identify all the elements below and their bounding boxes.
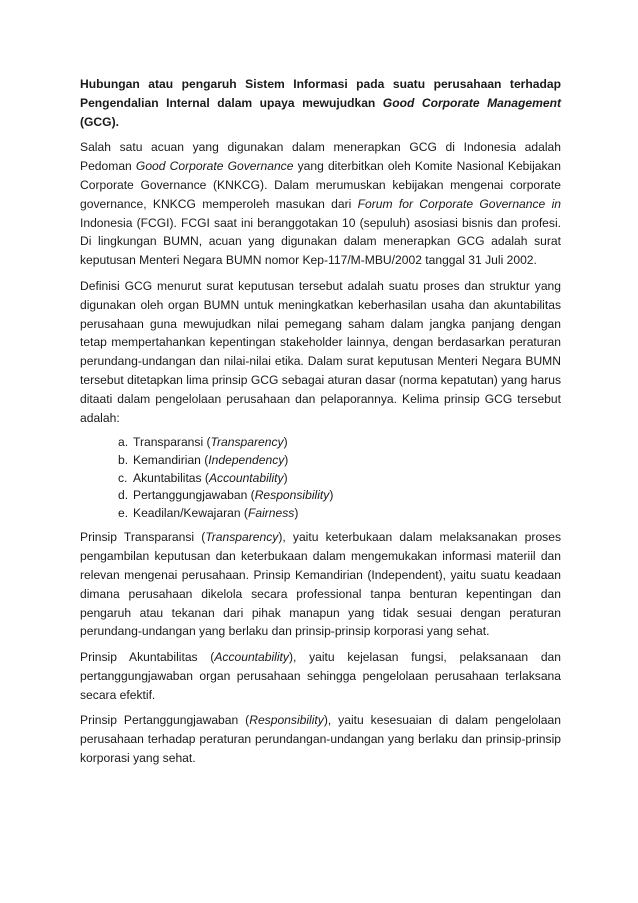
list-item: e. Keadilan/Kewajaran (Fairness): [118, 505, 299, 520]
document-title: Hubungan atau pengaruh Sistem Informasi pada suatu perusahaan terhadap Pengendalian Internal dalam upaya mewujudkan Good Corporate Management (GCG).: [80, 77, 562, 129]
paragraph-transparansi: Prinsip Transparansi (Transparency), yaitu keterbukaan dalam melaksanakan proses pengambilan keputusan dan keterbukaan dalam mengemukakan informasi materiil dan relevan mengenai perusahaan. Prinsip Kemandirian (Independent), yaitu suatu keadaan dimana perusahaan dikelola secara professional tanpa benturan kepentingan dan pengaruh atau tekanan dari pihak manapun yang tidak sesuai dengan peraturan perundang-undangan yang berlaku dan prinsip-prinsip korporasi yang sehat.: [80, 530, 561, 639]
paragraph-pertanggungjawaban: Prinsip Pertanggungjawaban (Responsibility), yaitu kesesuaian di dalam pengelolaan perusahaan terhadap peraturan perundangan-undangan yang berlaku dan prinsip-prinsip korporasi yang sehat.: [80, 713, 561, 766]
paragraph-acuan-gcg: Salah satu acuan yang digunakan dalam menerapkan GCG di Indonesia adalah Pedoman Good Corporate Governance yang diterbitkan oleh Komite Nasional Kebijakan Corporate Governance (KNKCG). Dalam merumuskan kebijakan mengenai corporate governance, KNKCG memperoleh masukan dari Forum for Corporate Governance in Indonesia (FCGI). FCGI saat ini beranggotakan 10 (sepuluh) asosiasi bisnis dan profesi. Di lingkungan BUMN, acuan yang digunakan dalam menerapkan GCG adalah surat keputusan Menteri Negara BUMN nomor Kep-117/M-MBU/2002 tanggal 31 Juli 2002.: [80, 140, 561, 268]
paragraph-definisi-gcg: Definisi GCG menurut surat keputusan tersebut adalah suatu proses dan struktur yang digunakan oleh organ BUMN untuk meningkatkan keberhasilan usaha dan akuntabilitas perusahaan guna mewujudkan nilai pemegang saham dalam jangka panjang dengan tetap mempertahankan kepentingan stakeholder lainnya, dengan berdasarkan peraturan perundang-undangan dan nilai-nilai etika. Dalam surat keputusan Menteri Negara BUMN tersebut ditetapkan lima prinsip GCG sebagai aturan dasar (norma kepatutan) yang harus ditaati dalam pengelolaan perusahaan dan pelaporannya. Kelima prinsip GCG tersebut adalah:: [80, 278, 561, 425]
document-body: [80, 75, 561, 775]
principles-list: [80, 434, 561, 522]
list-item: a. Transparansi (Transparency): [118, 435, 288, 450]
paragraph-akuntabilitas: Prinsip Akuntabilitas (Accountability), yaitu kejelasan fungsi, pelaksanaan dan pertanggungjawaban organ perusahaan sehingga pengelolaan perusahaan terlaksana secara efektif.: [80, 650, 561, 702]
list-item: b. Kemandirian (Independency): [118, 452, 289, 467]
list-item: d. Pertanggungjawaban (Responsibility): [118, 488, 334, 503]
list-item: c. Akuntabilitas (Accountability): [118, 470, 288, 485]
